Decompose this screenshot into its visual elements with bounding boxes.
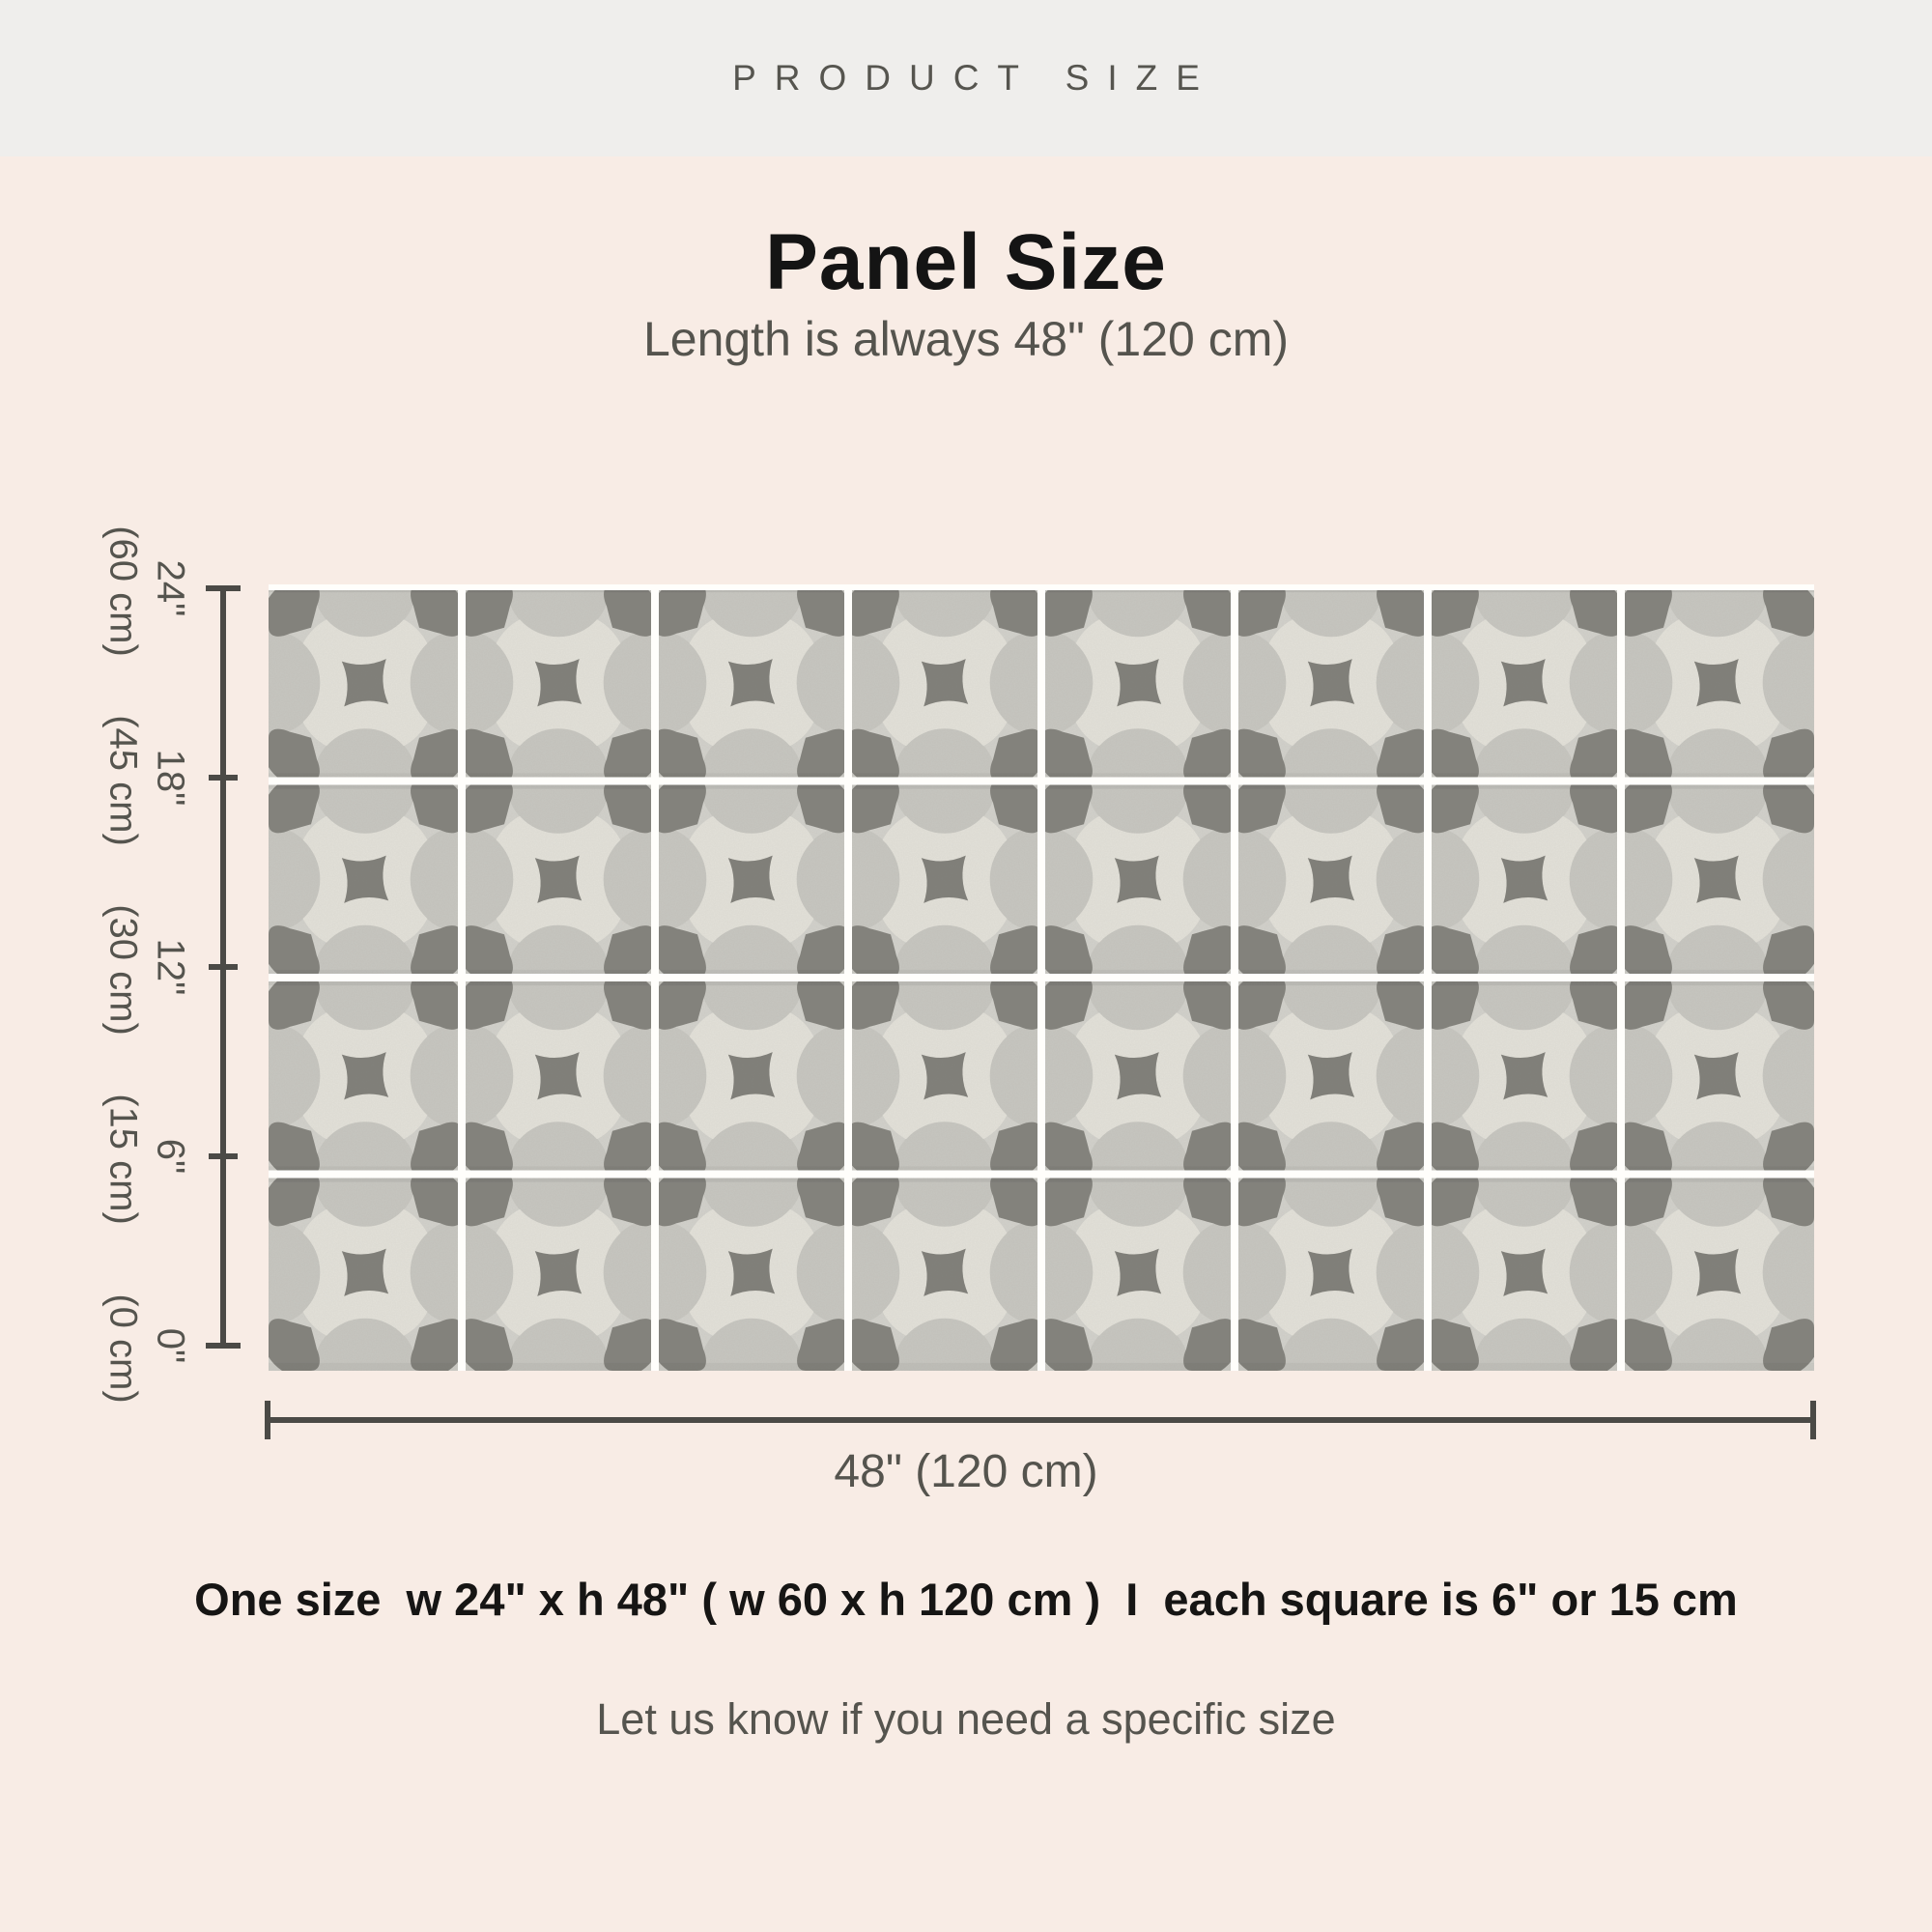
horizontal-ruler-line [268, 1417, 1813, 1423]
hruler-label: 48" (120 cm) [834, 1446, 1098, 1497]
vruler-label-24in: 24" [149, 559, 192, 617]
vruler-cap-top [206, 585, 241, 591]
vruler-tick-18 [209, 775, 238, 781]
vruler-label-0in: 0" [149, 1327, 192, 1364]
panel-size-subtitle: Length is always 48" (120 cm) [642, 312, 1290, 366]
vruler-tick-6 [209, 1153, 238, 1159]
hruler-cap-left [265, 1401, 270, 1439]
tile-panel-image [269, 584, 1814, 1371]
vruler-label-18in: 18" [149, 749, 192, 807]
vruler-cap-bottom [206, 1343, 241, 1349]
vruler-label-45cm: (45 cm) [101, 715, 145, 846]
vruler-label-6in: 6" [149, 1138, 192, 1175]
vruler-label-30cm: (30 cm) [101, 904, 145, 1036]
vruler-label-15cm: (15 cm) [101, 1094, 145, 1225]
page-title: PRODUCT SIZE [732, 58, 1218, 98]
custom-size-note: Let us know if you need a specific size [596, 1694, 1336, 1744]
vruler-label-0cm: (0 cm) [101, 1293, 145, 1404]
panel-size-heading: Panel Size [765, 218, 1167, 306]
vruler-label-60cm: (60 cm) [101, 526, 145, 657]
size-summary-line: One size w 24" x h 48" ( w 60 x h 120 cm ) I each square is 6" or 15 cm [194, 1574, 1738, 1625]
hruler-cap-right [1810, 1401, 1816, 1439]
vruler-tick-12 [209, 964, 238, 970]
vruler-label-12in: 12" [149, 938, 192, 996]
